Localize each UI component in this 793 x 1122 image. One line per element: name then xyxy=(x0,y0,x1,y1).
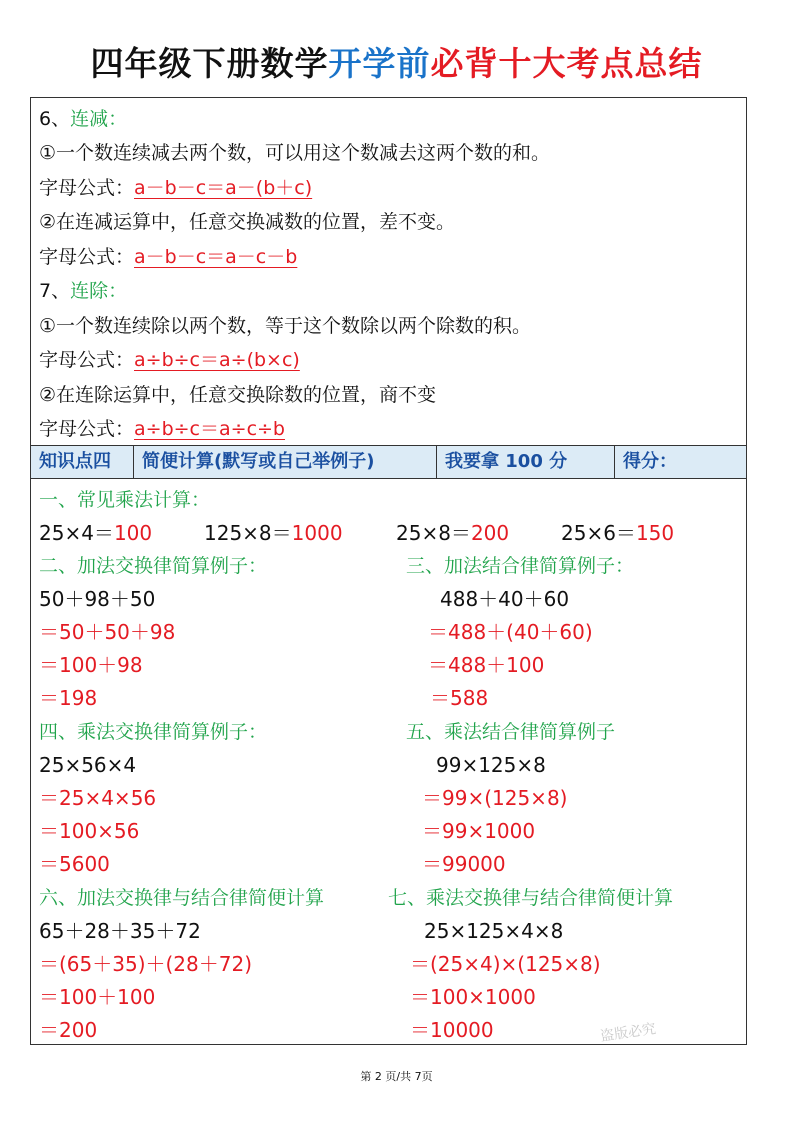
band-cell-point: 知识点四 xyxy=(31,446,134,478)
sec4-step-2: ＝100×56 xyxy=(39,819,140,843)
sec3-step-3: ＝588 xyxy=(430,686,489,710)
s7-formula-2: 字母公式：a÷b÷c＝a÷c÷b xyxy=(39,418,285,440)
sec2-step-2: ＝100＋98 xyxy=(39,653,143,677)
sec4-step-1: ＝25×4×56 xyxy=(39,786,157,810)
sec6-question: 65＋28＋35＋72 xyxy=(39,919,201,943)
knowledge-point-band xyxy=(31,445,746,479)
sec1-item-1: 25×4＝100 xyxy=(39,521,153,545)
sec1-item-3: 25×8＝200 xyxy=(396,521,510,545)
sec3-heading: 三、加法结合律简算例子： xyxy=(406,555,635,577)
sec4-question: 25×56×4 xyxy=(39,753,137,777)
title-part-1: 四年级下册数学 xyxy=(90,44,329,83)
sec5-step-1: ＝99×(125×8) xyxy=(422,786,568,810)
s7-formula-1: 字母公式：a÷b÷c＝a÷(b×c) xyxy=(39,349,300,371)
sec6-heading: 六、加法交换律与结合律简便计算 xyxy=(39,887,325,909)
sec7-step-3: ＝10000 xyxy=(410,1018,494,1042)
sec2-question: 50＋98＋50 xyxy=(39,587,156,611)
sec3-step-2: ＝488＋100 xyxy=(428,653,545,677)
sec7-heading: 七、乘法交换律与结合律简便计算 xyxy=(388,887,674,909)
sec1-item-4: 25×6＝150 xyxy=(561,521,675,545)
sec1-heading: 一、常见乘法计算： xyxy=(39,489,211,511)
title-part-2: 开学前 xyxy=(328,44,431,83)
sec5-heading: 五、乘法结合律简算例子 xyxy=(406,721,616,743)
s6-rule-1: ①一个数连续减去两个数，可以用这个数减去这两个数的和。 xyxy=(39,142,551,164)
sec1-item-2: 125×8＝1000 xyxy=(204,521,343,545)
sec2-heading: 二、加法交换律简算例子： xyxy=(39,555,268,577)
band-cell-score: 得分： xyxy=(623,451,677,472)
s6-heading: 6、连减： xyxy=(39,108,128,130)
sec6-step-1: ＝(65＋35)＋(28＋72) xyxy=(39,952,253,976)
band-cell-goal: 我要拿 100 分 xyxy=(437,446,615,478)
sec5-question: 99×125×8 xyxy=(436,753,546,777)
s6-formula-1: 字母公式：a－b－c＝a－(b＋c) xyxy=(39,177,313,199)
watermark: 盗版必究 xyxy=(599,1021,657,1045)
sec3-question: 488＋40＋60 xyxy=(440,587,570,611)
s7-rule-2: ②在连除运算中，任意交换除数的位置，商不变 xyxy=(39,384,437,406)
sec2-step-1: ＝50＋50＋98 xyxy=(39,620,176,644)
sec7-step-1: ＝(25×4)×(125×8) xyxy=(410,952,601,976)
title-part-3: 必背十大考点总结 xyxy=(430,44,703,83)
s6-rule-2: ②在连减运算中，任意交换减数的位置，差不变。 xyxy=(39,211,456,233)
sec2-step-3: ＝198 xyxy=(39,686,98,710)
sec7-step-2: ＝100×1000 xyxy=(410,985,536,1009)
page-footer: 第 2 页/共 7页 xyxy=(360,1070,433,1083)
s7-heading: 7、连除： xyxy=(39,280,128,302)
sec7-question: 25×125×4×8 xyxy=(424,919,564,943)
sec3-step-1: ＝488＋(40＋60) xyxy=(428,620,593,644)
band-cell-topic: 简便计算(默写或自己举例子) xyxy=(134,446,437,478)
sec6-step-3: ＝200 xyxy=(39,1018,98,1042)
sec4-step-3: ＝5600 xyxy=(39,852,110,876)
page-title xyxy=(0,38,793,85)
sec4-heading: 四、乘法交换律简算例子： xyxy=(39,721,268,743)
sec5-step-2: ＝99×1000 xyxy=(422,819,536,843)
s6-formula-2: 字母公式：a－b－c＝a－c－b xyxy=(39,246,298,268)
s7-rule-1: ①一个数连续除以两个数，等于这个数除以两个除数的积。 xyxy=(39,315,532,337)
sec5-step-3: ＝99000 xyxy=(422,852,506,876)
sec6-step-2: ＝100＋100 xyxy=(39,985,156,1009)
content-box xyxy=(30,97,747,1045)
